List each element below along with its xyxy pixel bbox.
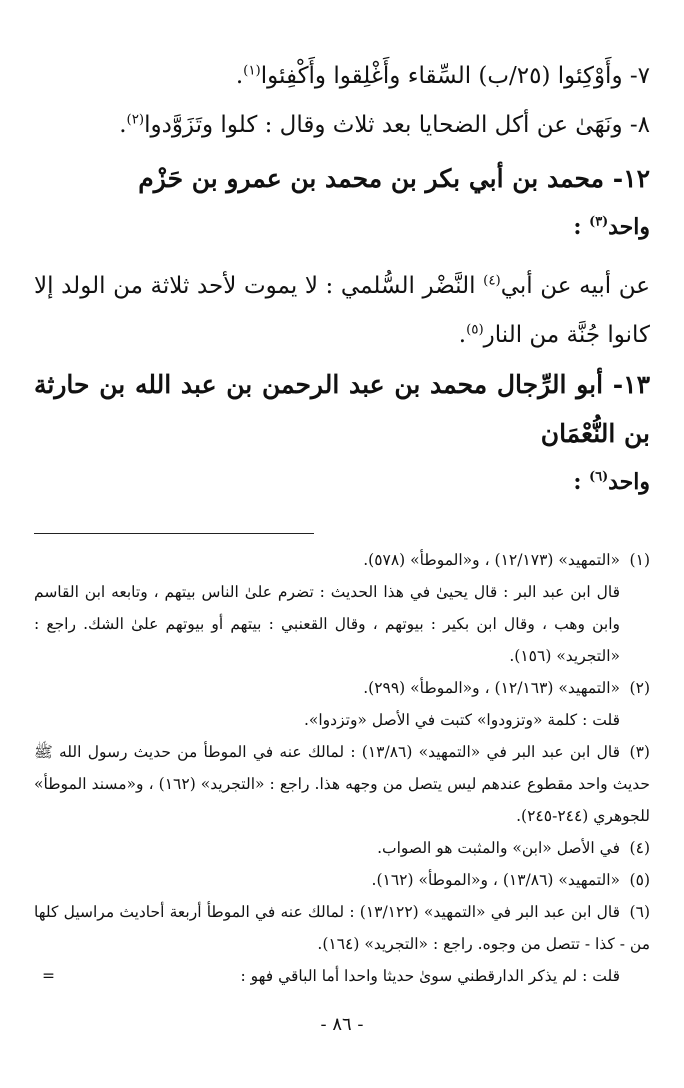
section-count-13: واحد$^{(٦)}$ : — [573, 469, 650, 495]
footnote-3: (٣)قال ابن عبد البر في «التمهيد» (١٣/٨٦) : لمالك عنه في الموطأ من حديث رسول الله ﷺ حديث واحد مقطوع عندهم ليس يتصل من وجهه هذا. راجع : «التجريد» (١٦٢) ، و«مسند الموطأ» للجوهري (٢٤٤-٢٤٥). — [34, 743, 650, 825]
footnote-ref-3: (٣) — [589, 214, 609, 230]
footnote-4: (٤)في الأصل «ابن» والمثبت هو الصواب. — [377, 839, 650, 857]
footnote-1-comment: قال ابن عبد البر : قال يحيىٰ في هذا الحديث : تضرم علىٰ الناس بيتهم ، وتابعه ابن القاسم وابن وهب ، وقال ابن بكير : بيوتهم ، وقال القعنبي : بيتهم أو بيوتهم علىٰ الشك. راجع : «التجريد» (١٥٦). — [34, 583, 620, 665]
book-page — [34, 52, 650, 1068]
footnote-ref-6: (٦) — [589, 469, 609, 485]
footnote-2-comment: قلت : كلمة «وتزودوا» كتبت في الأصل «وتزدوا». — [303, 711, 620, 729]
footnote-ref-2: (٢) — [126, 112, 145, 128]
hadith-line-8: ٨- ونَهَىٰ عن أكل الضحايا بعد ثلاث وقال : كلوا وتَزَوَّدوا$^{(٢)}$. — [119, 112, 650, 138]
footnote-5: (٥)«التمهيد» (١٣/٨٦) ، و«الموطأ» (١٦٢). — [371, 871, 650, 889]
footnote-2: (٢)«التمهيد» (١٢/١٦٣) ، و«الموطأ» (٢٩٩). — [363, 679, 650, 697]
section-heading-13: ١٣- أبو الرِّجال محمد بن عبد الرحمن بن عبد الله بن حارثة بن النُّعْمَان — [34, 370, 650, 448]
hadith-line-7: ٧- وأَوْكِئوا (٢٥/ب) السِّقاء وأَغْلِقوا وأَكْفِئوا$^{(١)}$. — [235, 63, 650, 89]
section-heading-12: ١٢- محمد بن أبي بكر بن محمد بن عمرو بن حَزْم — [138, 164, 650, 193]
footnote-6: (٦)قال ابن عبد البر في «التمهيد» (١٣/١٢٢) : لمالك عنه في الموطأ أربعة أحاديث مراسيل كلها من - كذا - تتصل من وجوه. راجع : «التجريد» (١٦٤). — [34, 903, 650, 953]
section-count-12: واحد$^{(٣)}$ : — [573, 214, 650, 240]
footnote-1: (١)«التمهيد» (١٢/١٧٣) ، و«الموطأ» (٥٧٨). — [363, 551, 650, 569]
footnote-ref-1: (١) — [243, 63, 261, 79]
main-text — [34, 52, 650, 507]
footnote-ref-4: (٤) — [483, 273, 501, 289]
footnote-6-comment: قلت : لم يذكر الدارقطني سوىٰ حديثا واحدا أما الباقي فهو : = — [34, 960, 650, 992]
hadith-paragraph-12: عن أبيه عن أبي$^{(٤)}$ النَّضْر السُّلمي : لا يموت لأحد ثلاثة من الولد إلا كانوا جُنَّة من النار$^{(٥)}$. — [34, 273, 650, 348]
page-number: - ٨٦ - — [320, 1014, 364, 1035]
continuation-mark: = — [42, 967, 55, 985]
footnotes — [34, 544, 650, 992]
footnote-divider — [34, 533, 314, 534]
footnote-ref-5: (٥) — [466, 322, 484, 338]
